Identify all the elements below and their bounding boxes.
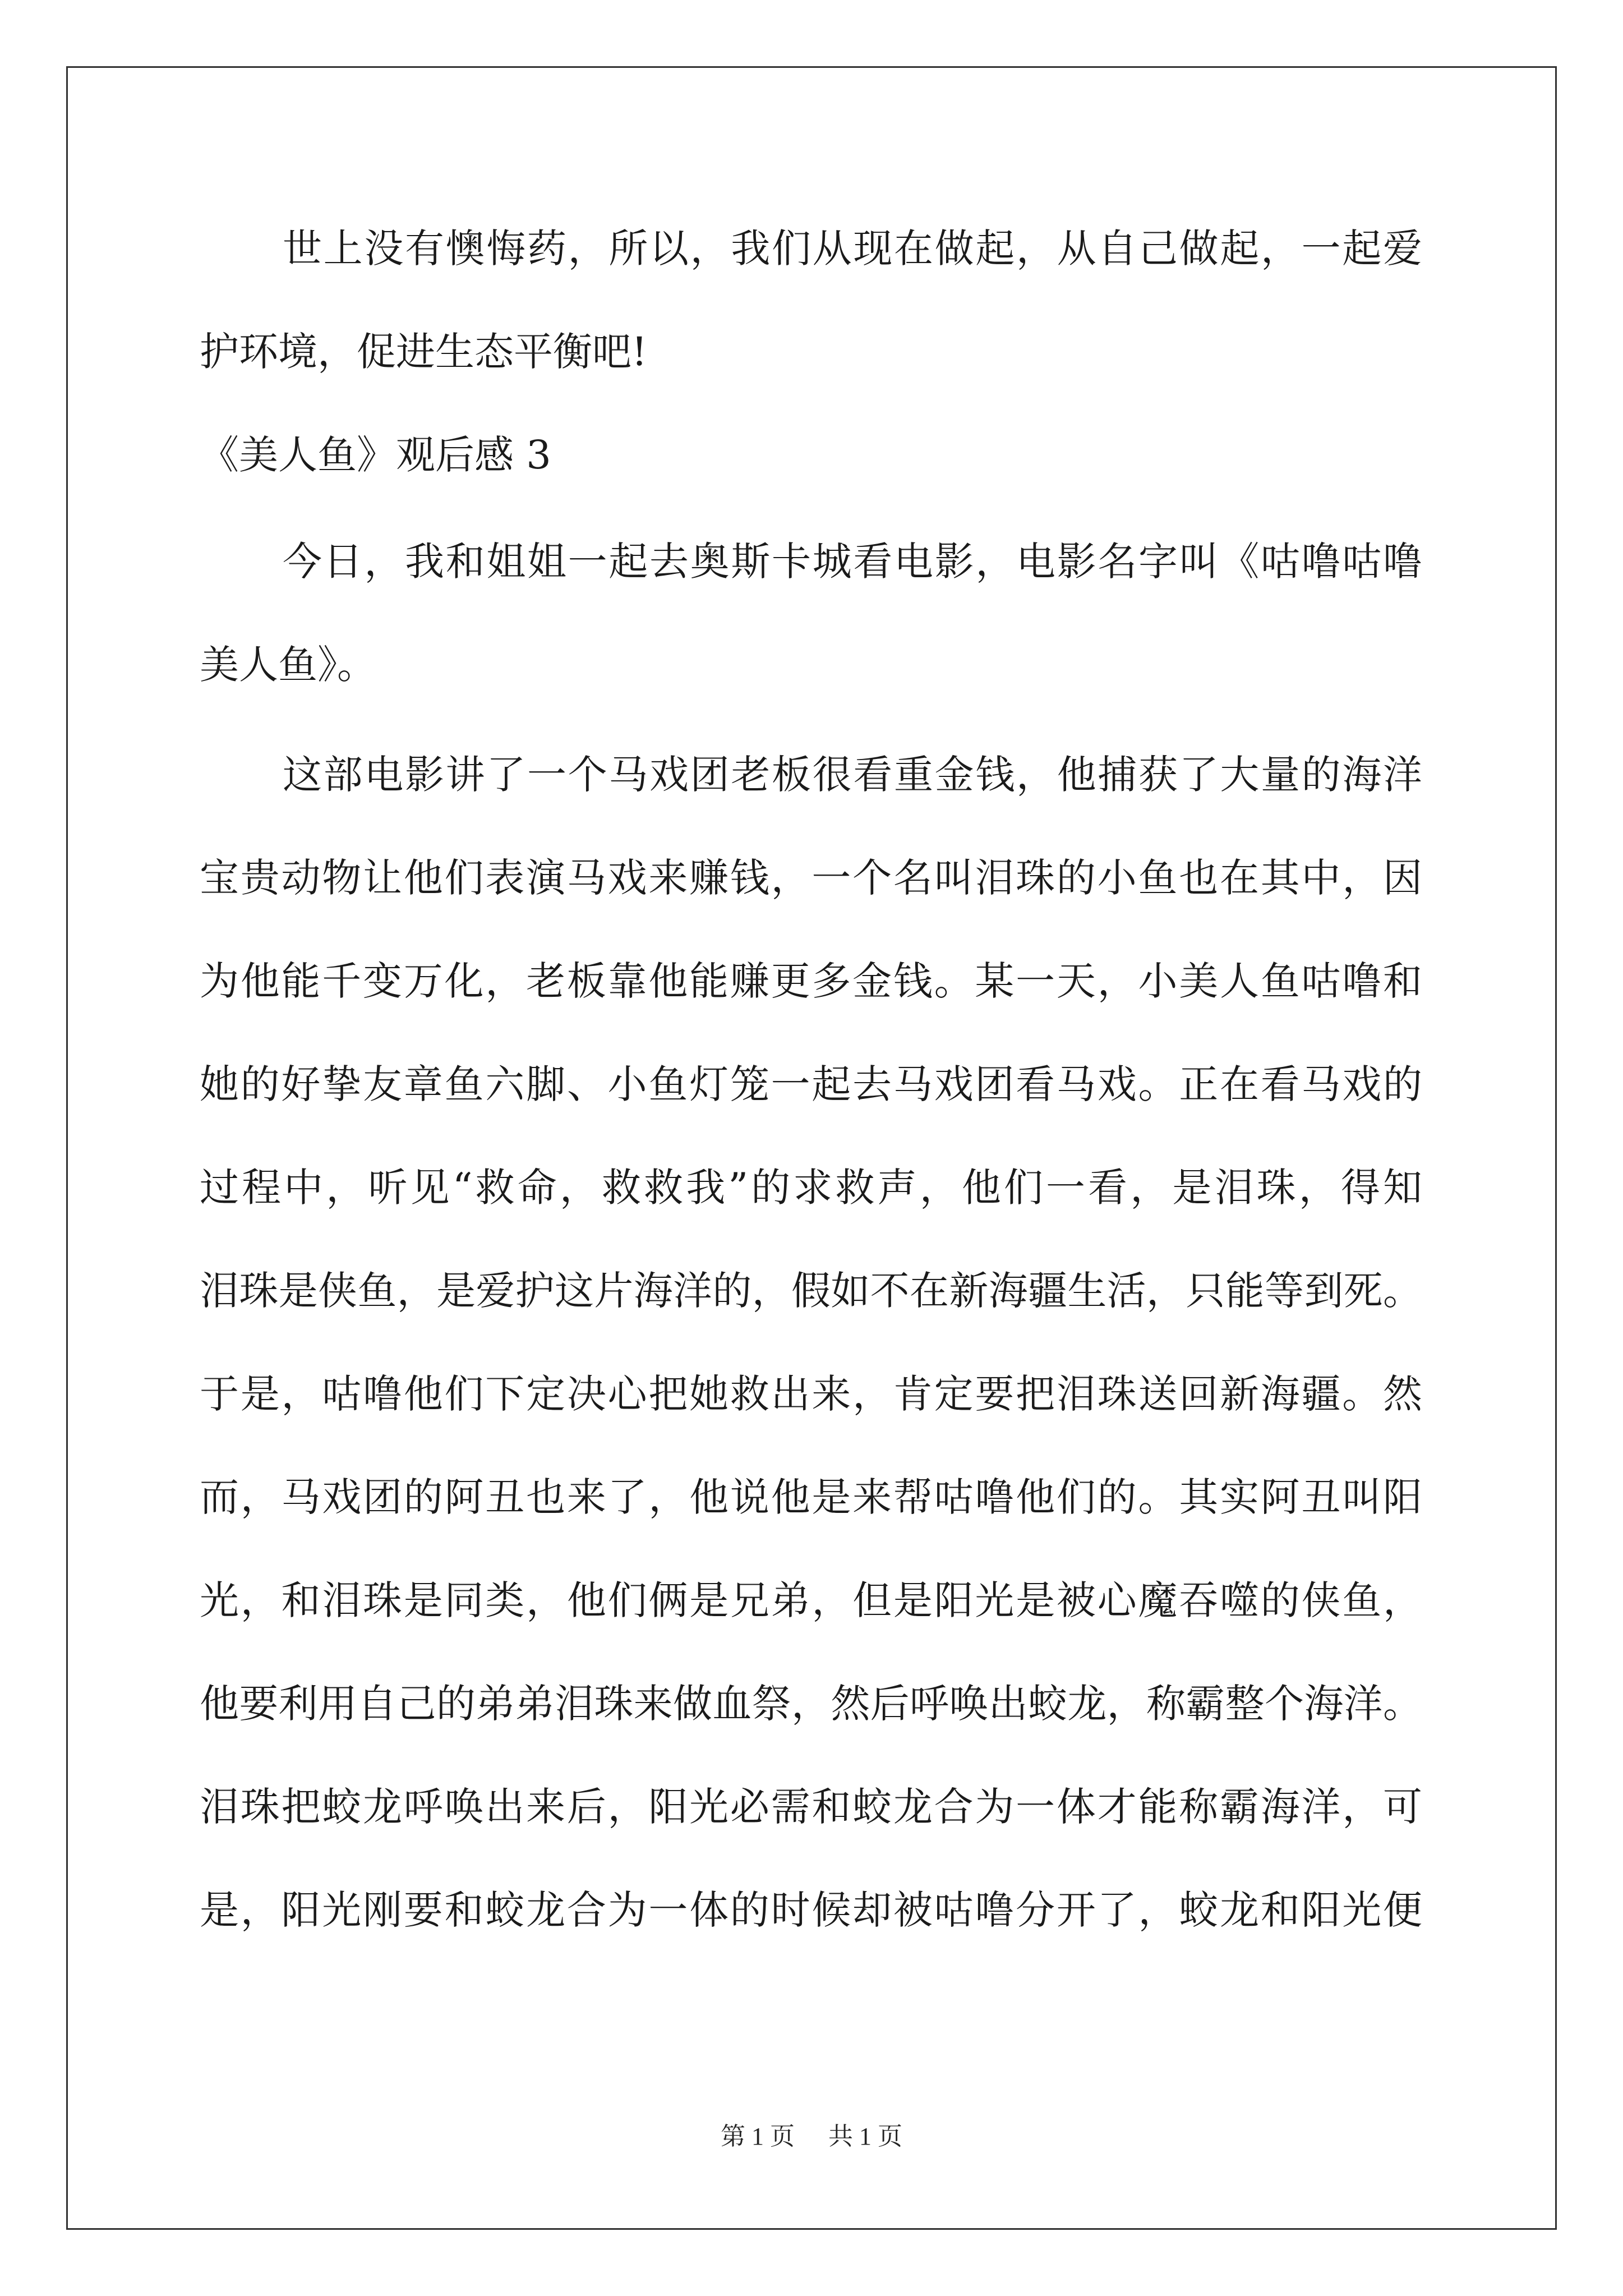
- paragraph-line: 泪珠是侠鱼，是爱护这片海洋的，假如不在新海疆生活，只能等到死。: [200, 1268, 1422, 1314]
- paragraph-line: 宝贵动物让他们表演马戏来赚钱，一个名叫泪珠的小鱼也在其中，因: [200, 855, 1422, 901]
- paragraph-line: 光，和泪珠是同类，他们俩是兄弟，但是阳光是被心魔吞噬的侠鱼，: [200, 1577, 1422, 1623]
- paragraph-line: 她的好挚友章鱼六脚、小鱼灯笼一起去马戏团看马戏。正在看马戏的: [200, 1061, 1422, 1107]
- paragraph-line: 他要利用自己的弟弟泪珠来做血祭，然后呼唤出蛟龙，称霸整个海洋。: [200, 1681, 1422, 1727]
- page-footer: [0, 2123, 1623, 2150]
- paragraph-line: 过程中，听见“救命，救救我”的求救声，他们一看，是泪珠，得知: [200, 1165, 1422, 1211]
- paragraph-line: 为他能千变万化，老板靠他能赚更多金钱。某一天，小美人鱼咕噜和: [200, 958, 1422, 1004]
- paragraph-line: 世上没有懊悔药，所以，我们从现在做起，从自己做起，一起爱: [283, 226, 1422, 272]
- page-total: 共 1 页: [828, 2123, 902, 2150]
- paragraph-line: 泪珠把蛟龙呼唤出来后，阳光必需和蛟龙合为一体才能称霸海洋，可: [200, 1784, 1422, 1830]
- paragraph-line: 是，阳光刚要和蛟龙合为一体的时候却被咕噜分开了，蛟龙和阳光便: [200, 1887, 1422, 1933]
- paragraph-line: 今日，我和姐姐一起去奥斯卡城看电影，电影名字叫《咕噜咕噜: [283, 539, 1422, 585]
- paragraph-line: 美人鱼》。: [200, 642, 376, 688]
- paragraph-line: 这部电影讲了一个马戏团老板很看重金钱，他捕获了大量的海洋: [283, 752, 1422, 798]
- paragraph-line: 而，马戏团的阿丑也来了，他说他是来帮咕噜他们的。其实阿丑叫阳: [200, 1474, 1422, 1520]
- page-number: 第 1 页: [721, 2123, 795, 2150]
- section-heading: 《美人鱼》观后感 3: [200, 432, 551, 478]
- paragraph-line: 于是，咕噜他们下定决心把她救出来，肯定要把泪珠送回新海疆。然: [200, 1371, 1422, 1417]
- paragraph-line: 护环境，促进生态平衡吧!: [200, 329, 648, 375]
